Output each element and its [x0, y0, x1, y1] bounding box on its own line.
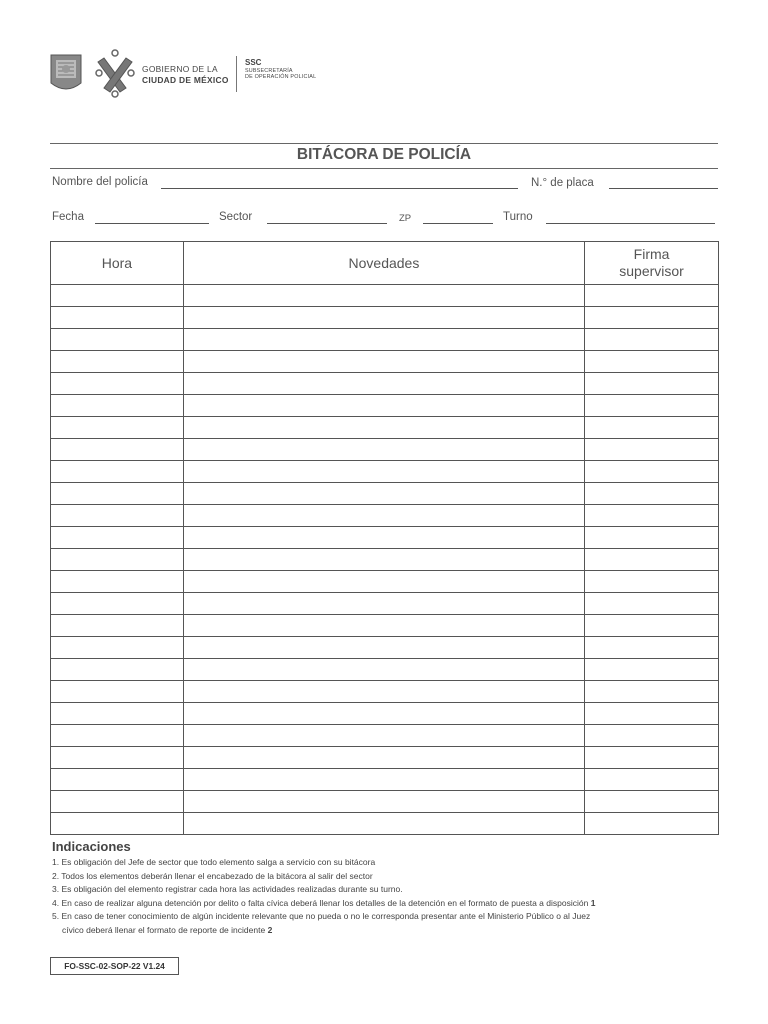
- turno-field[interactable]: [546, 223, 715, 224]
- firma-cell[interactable]: [585, 659, 719, 681]
- novedades-cell[interactable]: [183, 461, 584, 483]
- novedades-cell[interactable]: [183, 351, 584, 373]
- hora-cell[interactable]: [51, 747, 184, 769]
- novedades-cell[interactable]: [183, 769, 584, 791]
- indication-item-1: 1. Es obligación del Jefe de sector que todo elemento salga a servicio con su bitácora: [52, 857, 376, 867]
- hora-cell[interactable]: [51, 681, 184, 703]
- novedades-cell[interactable]: [183, 439, 584, 461]
- table-row: [51, 637, 719, 659]
- table-row: [51, 791, 719, 813]
- hora-cell[interactable]: [51, 593, 184, 615]
- novedades-cell[interactable]: [183, 549, 584, 571]
- novedades-cell[interactable]: [183, 307, 584, 329]
- ssc-line-1: SUBSECRETARÍA: [245, 67, 293, 74]
- hora-cell[interactable]: [51, 615, 184, 637]
- hora-cell[interactable]: [51, 373, 184, 395]
- page-title: BITÁCORA DE POLICÍA: [296, 146, 472, 163]
- ssc-title: SSC: [245, 58, 262, 67]
- novedades-cell[interactable]: [183, 329, 584, 351]
- table-row: [51, 681, 719, 703]
- table-row: [51, 593, 719, 615]
- hora-cell[interactable]: [51, 417, 184, 439]
- firma-cell[interactable]: [585, 505, 719, 527]
- sector-field[interactable]: [267, 223, 387, 224]
- placa-label: N.° de placa: [531, 177, 594, 189]
- firma-cell[interactable]: [585, 351, 719, 373]
- table-row: [51, 417, 719, 439]
- hora-cell[interactable]: [51, 307, 184, 329]
- table-row: [51, 659, 719, 681]
- header-divider: [236, 56, 237, 92]
- indication-item-4-ref: 1: [590, 897, 596, 908]
- table-row: [51, 395, 719, 417]
- firma-cell[interactable]: [585, 571, 719, 593]
- hora-cell[interactable]: [51, 351, 184, 373]
- novedades-cell[interactable]: [183, 813, 584, 835]
- placa-field[interactable]: [609, 188, 718, 189]
- firma-cell[interactable]: [585, 417, 719, 439]
- novedades-cell[interactable]: [183, 747, 584, 769]
- indication-item-5-cont: [52, 924, 732, 938]
- government-name: [142, 64, 229, 85]
- nombre-label: Nombre del policía: [52, 176, 148, 188]
- firma-cell[interactable]: [585, 769, 719, 791]
- novedades-cell[interactable]: [183, 615, 584, 637]
- table-row: [51, 351, 719, 373]
- novedades-cell[interactable]: [183, 725, 584, 747]
- table-row: [51, 373, 719, 395]
- column-header-novedades: Novedades: [183, 242, 584, 285]
- firma-cell[interactable]: [585, 461, 719, 483]
- firma-cell[interactable]: [585, 395, 719, 417]
- title-top-rule: [50, 143, 718, 144]
- firma-cell[interactable]: [585, 791, 719, 813]
- table-row: [51, 747, 719, 769]
- firma-cell[interactable]: [585, 373, 719, 395]
- log-table: [50, 241, 719, 835]
- hora-cell[interactable]: [51, 483, 184, 505]
- firma-cell[interactable]: [585, 725, 719, 747]
- table-header-row: [51, 242, 719, 285]
- firma-cell[interactable]: [585, 527, 719, 549]
- fecha-label: Fecha: [52, 211, 84, 223]
- novedades-cell[interactable]: [183, 373, 584, 395]
- firma-cell[interactable]: [585, 285, 719, 307]
- hora-cell[interactable]: [51, 703, 184, 725]
- nombre-field[interactable]: [161, 188, 518, 189]
- indication-item-2: 2. Todos los elementos deberán llenar el encabezado de la bitácora al salir del sector: [52, 870, 373, 881]
- gov-line-1: GOBIERNO DE LA: [142, 64, 218, 74]
- firma-cell[interactable]: [585, 329, 719, 351]
- indication-item-5-cont-text: cívico deberá llenar el formato de reporte de incidente: [62, 924, 266, 935]
- firma-cell[interactable]: [585, 637, 719, 659]
- indications-title: Indicaciones: [52, 839, 131, 854]
- table-row: [51, 615, 719, 637]
- ssc-line-2: DE OPERACIÓN POLICIAL: [245, 74, 317, 81]
- firma-cell[interactable]: [585, 615, 719, 637]
- firma-cell[interactable]: [585, 703, 719, 725]
- novedades-cell[interactable]: [183, 417, 584, 439]
- hora-cell[interactable]: [51, 527, 184, 549]
- zp-field[interactable]: [423, 223, 493, 224]
- table-row: [51, 483, 719, 505]
- hora-cell[interactable]: [51, 637, 184, 659]
- hora-cell[interactable]: [51, 725, 184, 747]
- novedades-cell[interactable]: [183, 637, 584, 659]
- column-header-firma: [585, 242, 719, 285]
- sector-label: Sector: [219, 211, 253, 223]
- indication-item-5-ref: 2: [267, 924, 273, 935]
- hora-cell[interactable]: [51, 285, 184, 307]
- turno-label: Turno: [503, 211, 533, 223]
- novedades-cell[interactable]: [183, 571, 584, 593]
- table-row: [51, 725, 719, 747]
- hora-cell[interactable]: [51, 769, 184, 791]
- table-row: [51, 813, 719, 835]
- table-row: [51, 285, 719, 307]
- hora-cell[interactable]: [51, 505, 184, 527]
- firma-cell[interactable]: [585, 483, 719, 505]
- title-bottom-rule: [50, 168, 718, 169]
- firma-cell[interactable]: [585, 439, 719, 461]
- novedades-cell[interactable]: [183, 681, 584, 703]
- table-row: [51, 571, 719, 593]
- firma-cell[interactable]: [585, 813, 719, 835]
- table-row: [51, 505, 719, 527]
- firma-cell[interactable]: [585, 549, 719, 571]
- indication-item-3: 3. Es obligación del elemento registrar cada hora las actividades realizadas durante su turno.: [52, 884, 403, 894]
- indication-item-5: 5. En caso de tener conocimiento de algún incidente relevante que no pueda o no le corresponda presentar ante el Ministerio Público o al Juez: [52, 911, 591, 921]
- ssc-block: [245, 59, 316, 81]
- column-header-hora: Hora: [51, 242, 184, 285]
- table-row: [51, 703, 719, 725]
- fecha-field[interactable]: [95, 223, 209, 224]
- novedades-cell[interactable]: [183, 659, 584, 681]
- novedades-cell[interactable]: [183, 395, 584, 417]
- novedades-cell[interactable]: [183, 505, 584, 527]
- novedades-cell[interactable]: [183, 483, 584, 505]
- coat-of-arms-icon: [49, 53, 83, 95]
- novedades-cell[interactable]: [183, 703, 584, 725]
- firma-cell[interactable]: [585, 307, 719, 329]
- hora-cell[interactable]: [51, 659, 184, 681]
- gov-line-2: CIUDAD DE MÉXICO: [142, 74, 229, 85]
- table-row: [51, 527, 719, 549]
- hora-cell[interactable]: [51, 395, 184, 417]
- table-row: [51, 461, 719, 483]
- log-table-body: [51, 285, 719, 835]
- table-row: [51, 769, 719, 791]
- table-row: [51, 549, 719, 571]
- hora-cell[interactable]: [51, 571, 184, 593]
- firma-cell[interactable]: [585, 593, 719, 615]
- firma-cell[interactable]: [585, 747, 719, 769]
- hora-cell[interactable]: [51, 461, 184, 483]
- table-row: [51, 307, 719, 329]
- novedades-cell[interactable]: [183, 285, 584, 307]
- firma-cell[interactable]: [585, 681, 719, 703]
- novedades-cell[interactable]: [183, 527, 584, 549]
- table-row: [51, 439, 719, 461]
- novedades-cell[interactable]: [183, 593, 584, 615]
- zp-label: ZP: [399, 213, 412, 224]
- hora-cell[interactable]: [51, 439, 184, 461]
- hora-cell[interactable]: [51, 329, 184, 351]
- hora-cell[interactable]: [51, 791, 184, 813]
- hora-cell[interactable]: [51, 813, 184, 835]
- table-row: [51, 329, 719, 351]
- column-header-firma-text: Firma supervisor: [619, 246, 684, 279]
- novedades-cell[interactable]: [183, 791, 584, 813]
- indications-list: [52, 856, 732, 937]
- form-code: FO-SSC-02-SOP-22 V1.24: [50, 957, 179, 975]
- cdmx-logo-icon: [94, 48, 136, 98]
- indication-item-4-text: 4. En caso de realizar alguna detención por delito o falta cívica deberá llenar los detalles de la detención en el formato de puesta a disposición: [52, 897, 589, 908]
- indication-item-4: [52, 897, 732, 911]
- hora-cell[interactable]: [51, 549, 184, 571]
